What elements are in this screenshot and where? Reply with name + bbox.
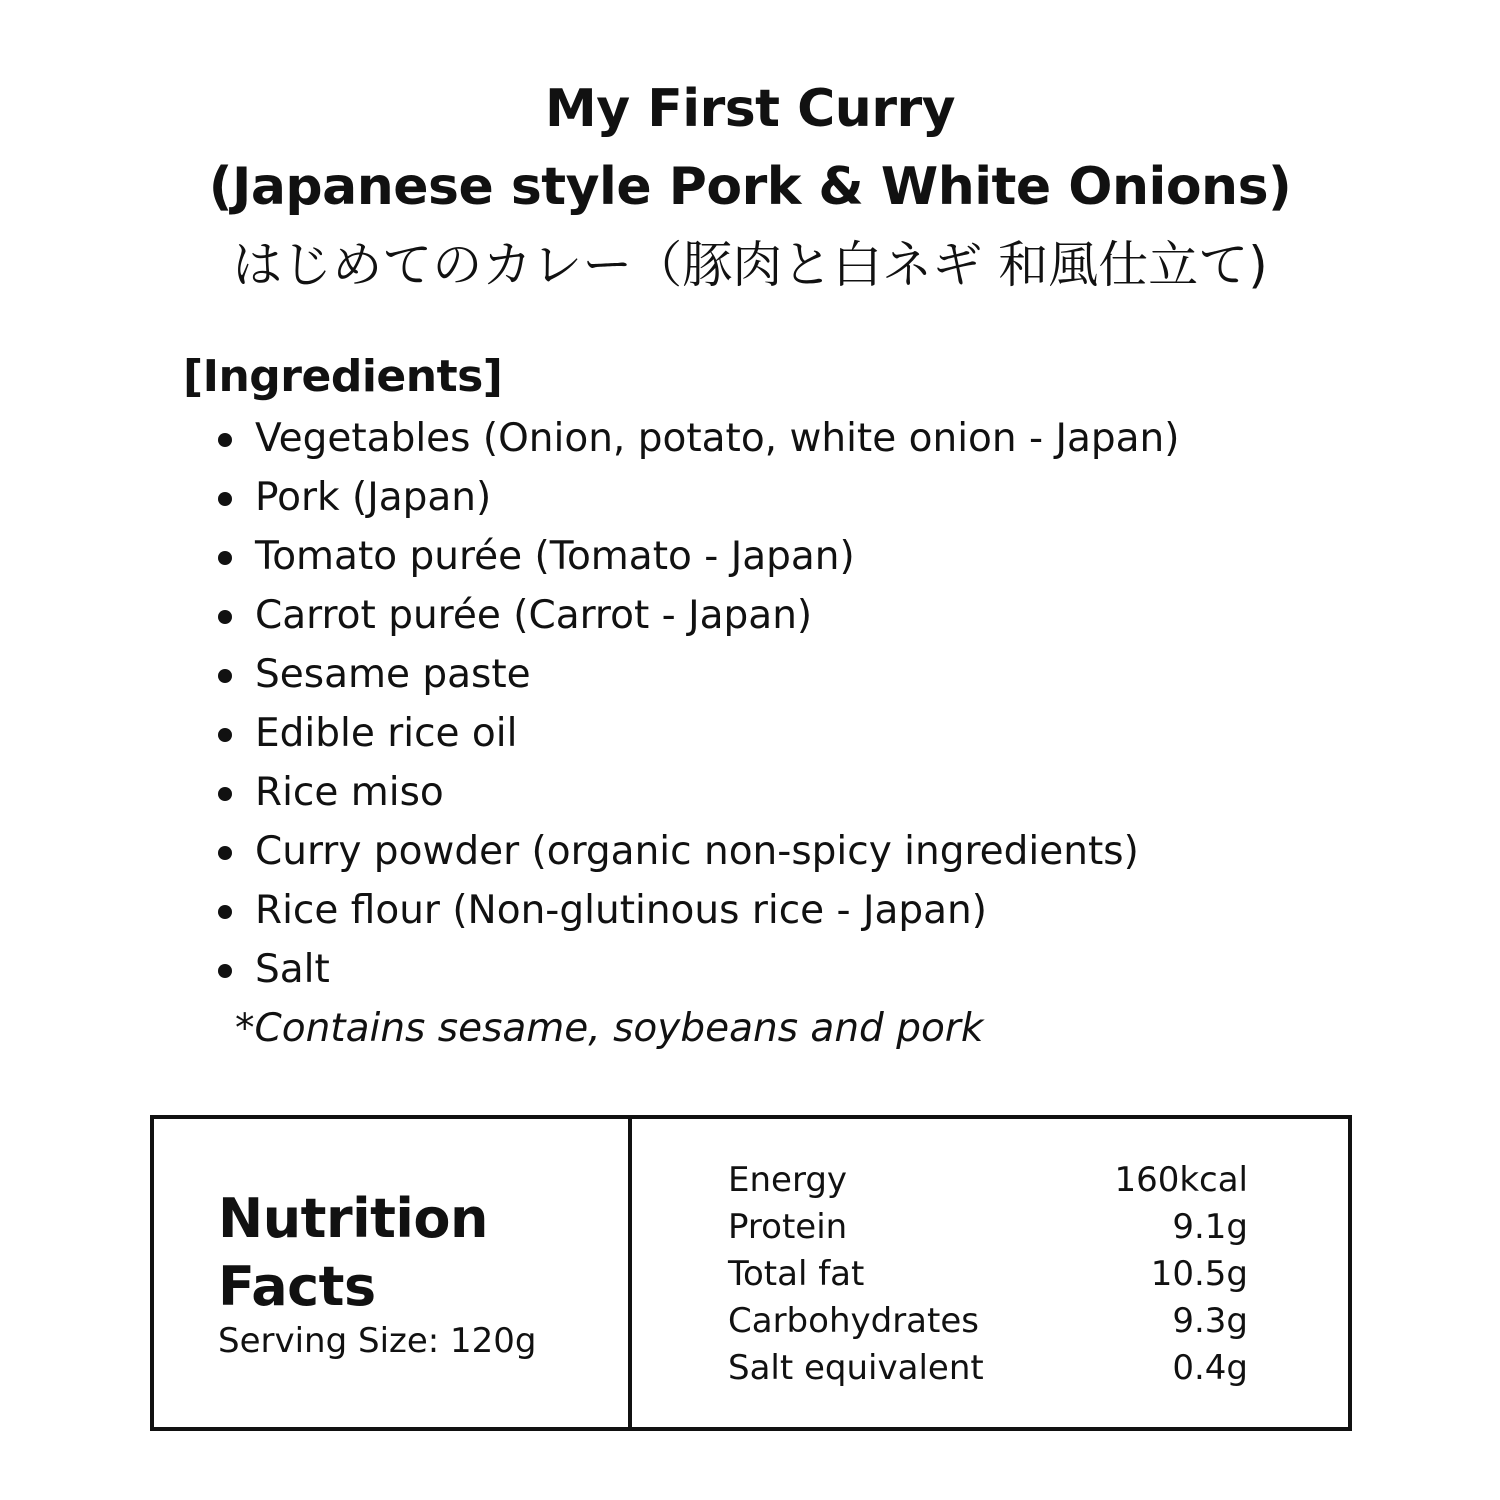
product-title-japanese: はじめてのカレー（豚肉と白ネギ 和風仕立て) xyxy=(232,236,1268,294)
ingredient-item xyxy=(183,586,1383,645)
ingredient-text: Salt xyxy=(255,947,330,992)
nutrient-row-carbohydrates xyxy=(728,1298,1248,1345)
ingredient-item xyxy=(183,645,1383,704)
ingredient-text: Rice miso xyxy=(255,770,444,815)
nutrient-name: Carbohydrates xyxy=(728,1301,979,1341)
ingredient-item xyxy=(183,409,1383,468)
ingredient-item xyxy=(183,881,1383,940)
ingredient-text: Edible rice oil xyxy=(255,711,518,756)
nutrition-title-line1: Nutrition xyxy=(218,1187,488,1250)
ingredient-item xyxy=(183,527,1383,586)
nutrient-row-energy xyxy=(728,1157,1248,1204)
nutrient-name: Total fat xyxy=(728,1254,865,1294)
nutrient-value: 0.4g xyxy=(1172,1348,1248,1388)
ingredient-text: Tomato purée (Tomato - Japan) xyxy=(255,534,855,579)
ingredients-list xyxy=(183,409,1383,999)
nutrient-name: Protein xyxy=(728,1207,848,1247)
product-title xyxy=(0,70,1500,304)
nutrient-row-total-fat xyxy=(728,1251,1248,1298)
product-title-english: My First Curry xyxy=(544,79,955,139)
nutrient-row-salt-equivalent xyxy=(728,1345,1248,1392)
nutrient-name: Energy xyxy=(728,1160,848,1200)
serving-size: Serving Size: 120g xyxy=(218,1321,537,1361)
nutrient-row-protein xyxy=(728,1204,1248,1251)
ingredient-item xyxy=(183,704,1383,763)
bullet-icon xyxy=(218,905,232,919)
ingredients-heading: [Ingredients] xyxy=(183,351,503,402)
ingredient-item xyxy=(183,763,1383,822)
bullet-icon xyxy=(218,492,232,506)
nutrient-value: 160kcal xyxy=(1114,1160,1248,1200)
nutrient-value: 9.3g xyxy=(1172,1301,1248,1341)
ingredient-text: Curry powder (organic non-spicy ingredients) xyxy=(255,829,1139,874)
nutrition-facts-table xyxy=(150,1115,1352,1431)
bullet-icon xyxy=(218,728,232,742)
ingredients-section xyxy=(183,345,1383,1058)
ingredient-text: Vegetables (Onion, potato, white onion - Japan) xyxy=(255,416,1180,461)
allergen-note: *Contains sesame, soybeans and pork xyxy=(235,1006,984,1051)
ingredient-item xyxy=(183,822,1383,881)
bullet-icon xyxy=(218,964,232,978)
ingredient-text: Sesame paste xyxy=(255,652,531,697)
bullet-icon xyxy=(218,787,232,801)
ingredient-text: Carrot purée (Carrot - Japan) xyxy=(255,593,813,638)
ingredient-item xyxy=(183,940,1383,999)
nutrition-title-line2: Facts xyxy=(218,1255,376,1318)
nutrient-value: 9.1g xyxy=(1172,1207,1248,1247)
bullet-icon xyxy=(218,551,232,565)
ingredient-text: Rice flour (Non-glutinous rice - Japan) xyxy=(255,888,987,933)
bullet-icon xyxy=(218,846,232,860)
product-subtitle-english: (Japanese style Pork & White Onions) xyxy=(208,157,1292,217)
ingredient-text: Pork (Japan) xyxy=(255,475,492,520)
bullet-icon xyxy=(218,433,232,447)
bullet-icon xyxy=(218,610,232,624)
ingredient-item xyxy=(183,468,1383,527)
nutrition-facts-header xyxy=(154,1119,632,1427)
nutrient-value: 10.5g xyxy=(1150,1254,1248,1294)
bullet-icon xyxy=(218,669,232,683)
nutrient-name: Salt equivalent xyxy=(728,1348,984,1388)
nutrition-facts-title xyxy=(218,1185,488,1321)
nutrition-values xyxy=(632,1119,1348,1427)
